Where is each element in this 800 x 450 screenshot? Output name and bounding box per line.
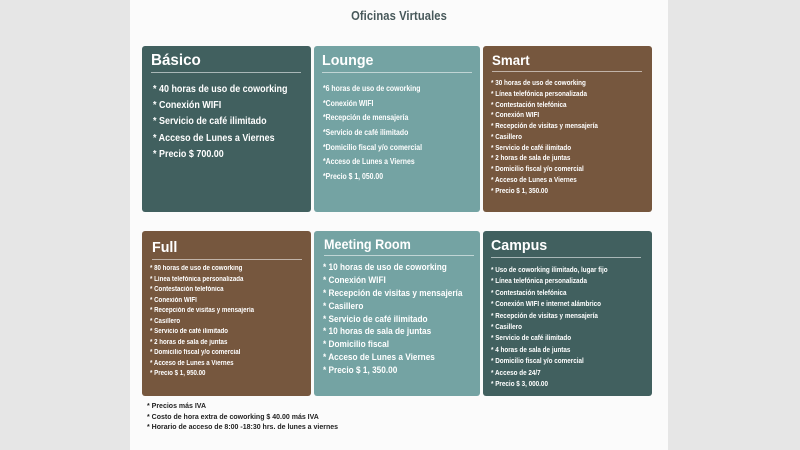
plan-feature: *Recepción de mensajería bbox=[323, 113, 409, 123]
plan-feature: * Conexión WIFI e internet alámbrico bbox=[491, 299, 602, 309]
plan-title: Smart bbox=[492, 52, 530, 68]
plan-title: Lounge bbox=[322, 52, 374, 69]
plan-feature: * Acceso de Lunes a Viernes bbox=[323, 352, 435, 364]
plan-feature: * Servicio de café ilimitado bbox=[153, 116, 267, 128]
plan-feature: * Casillero bbox=[150, 317, 181, 325]
plan-feature: * Domicilio fiscal y/o comercial bbox=[150, 349, 241, 356]
plan-feature: * Acceso de Lunes a Viernes bbox=[491, 174, 577, 184]
plan-feature: * Recepción de visitas y mensajería bbox=[491, 121, 598, 130]
plan-feature: *Precio $ 1, 050.00 bbox=[323, 172, 384, 182]
document-page bbox=[130, 0, 668, 450]
plan-feature: * Acceso de Lunes a Viernes bbox=[150, 359, 234, 367]
plan-feature: * Línea telefónica personalizada bbox=[150, 275, 244, 283]
plan-feature: * 4 horas de sala de juntas bbox=[491, 344, 571, 354]
plan-feature: * 2 horas de sala de juntas bbox=[491, 153, 571, 163]
plan-feature: * Casillero bbox=[491, 321, 522, 331]
plan-feature: * 40 horas de uso de coworking bbox=[153, 84, 288, 95]
plan-feature: * Precio $ 1, 350.00 bbox=[491, 185, 548, 195]
plan-title: Full bbox=[152, 239, 178, 256]
card-meeting-room bbox=[314, 231, 480, 396]
plan-feature: * Recepción de visitas y mensajería bbox=[323, 287, 463, 299]
plan-features bbox=[491, 78, 642, 196]
plan-features bbox=[153, 82, 301, 163]
plan-features bbox=[323, 262, 474, 378]
plan-feature: * Servicio de café ilimitado bbox=[150, 328, 229, 335]
plan-feature: * Uso de coworking ilimitado, lugar fijo bbox=[491, 265, 608, 274]
plan-feature: * Casillero bbox=[491, 131, 522, 141]
plan-feature: * Acceso de 24/7 bbox=[491, 367, 541, 377]
plan-feature: * Línea telefónica personalizada bbox=[491, 276, 587, 286]
plan-feature: *Acceso de Lunes a Viernes bbox=[323, 157, 415, 167]
plan-feature: * 2 horas de sala de juntas bbox=[150, 338, 228, 346]
plan-feature: * Contestación telefónica bbox=[491, 99, 567, 109]
plan-title-rule bbox=[152, 259, 302, 260]
card-basico bbox=[142, 46, 311, 212]
plan-feature: *6 horas de uso de coworking bbox=[323, 84, 421, 93]
footnotes bbox=[147, 402, 547, 434]
plan-feature: * Precio $ 700.00 bbox=[153, 148, 224, 160]
plan-feature: * 30 horas de uso de coworking bbox=[491, 78, 586, 87]
plan-features bbox=[491, 264, 641, 389]
card-smart bbox=[483, 46, 652, 212]
card-campus bbox=[483, 231, 652, 396]
plan-feature: * Conexión WIFI bbox=[491, 110, 540, 120]
plan-title: Campus bbox=[491, 237, 548, 254]
plan-feature: * 80 horas de uso de coworking bbox=[150, 265, 243, 272]
card-lounge bbox=[314, 46, 480, 212]
footnote-iva: * Precios más IVA bbox=[147, 403, 207, 410]
plan-feature: * Acceso de Lunes a Viernes bbox=[153, 132, 275, 144]
plan-title-rule bbox=[322, 72, 472, 73]
page-title: Oficinas Virtuales bbox=[351, 8, 447, 23]
plan-feature: * Precio $ 3, 000.00 bbox=[491, 378, 548, 388]
footnote-schedule: * Horario de acceso de 8:00 -18:30 hrs. de lunes a viernes bbox=[147, 424, 339, 431]
plan-feature: *Servicio de café ilimitado bbox=[323, 128, 409, 138]
plan-title-rule bbox=[491, 257, 641, 258]
plan-features bbox=[150, 264, 302, 380]
plan-feature: * Recepción de visitas y mensajería bbox=[491, 310, 598, 320]
plan-feature: * Domicilio fiscal y/o comercial bbox=[491, 356, 584, 366]
plan-feature: * Servicio de café ilimitado bbox=[323, 313, 428, 325]
plan-feature: * Domicilio fiscal bbox=[323, 339, 390, 351]
plan-feature: * Casillero bbox=[323, 300, 364, 312]
plan-feature: * Conexión WIFI bbox=[150, 296, 197, 304]
plan-feature: * 10 horas de uso de coworking bbox=[323, 262, 447, 273]
plan-features bbox=[323, 82, 472, 185]
plan-feature: * Contestación telefónica bbox=[491, 287, 567, 297]
plan-title: Meeting Room bbox=[324, 236, 411, 252]
card-full bbox=[142, 231, 311, 396]
plan-feature: * Precio $ 1, 350.00 bbox=[323, 365, 398, 377]
plan-title: Básico bbox=[151, 52, 201, 69]
plan-feature: * Recepción de visitas y mensajería bbox=[150, 307, 255, 314]
plan-feature: * Conexión WIFI bbox=[323, 274, 386, 286]
plan-title-rule bbox=[151, 72, 301, 73]
plan-feature: * Precio $ 1, 950.00 bbox=[150, 370, 206, 377]
plan-feature: * Servicio de café ilimitado bbox=[491, 333, 572, 343]
plan-feature: * Servicio de café ilimitado bbox=[491, 142, 572, 152]
plan-feature: *Conexión WIFI bbox=[323, 98, 374, 108]
plan-feature: * Domicilio fiscal y/o comercial bbox=[491, 164, 584, 173]
plan-feature: * 10 horas de sala de juntas bbox=[323, 326, 432, 338]
plan-feature: * Contestación telefónica bbox=[150, 286, 224, 293]
plan-title-rule bbox=[324, 255, 474, 256]
plan-feature: * Conexión WIFI bbox=[153, 100, 222, 112]
footnote-extra-hour: * Costo de hora extra de coworking $ 40.00 más IVA bbox=[147, 413, 319, 421]
plan-title-rule bbox=[492, 71, 642, 72]
plan-feature: * Línea telefónica personalizada bbox=[491, 88, 587, 98]
plan-feature: *Domicilio fiscal y/o comercial bbox=[323, 142, 423, 152]
